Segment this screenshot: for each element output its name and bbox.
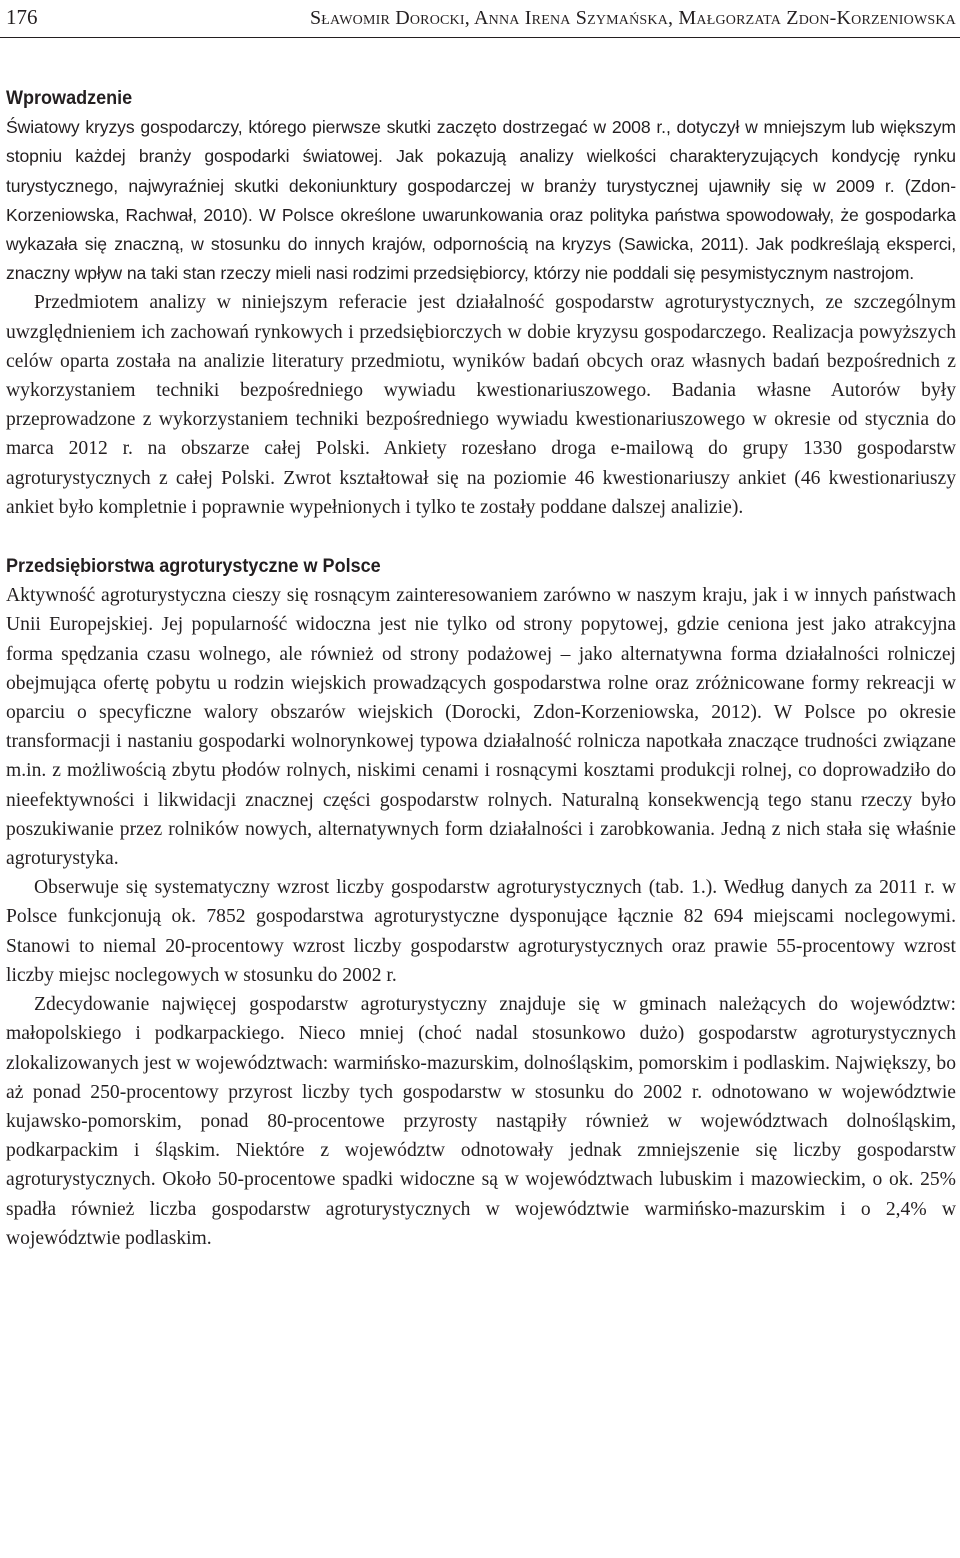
- section-heading: Wprowadzenie: [6, 87, 133, 109]
- section-heading: Przedsiębiorstwa agroturystyczne w Polsce: [6, 555, 381, 578]
- header-rule: [0, 37, 960, 38]
- paragraph: Obserwuje się systematyczny wzrost liczby gospodarstw agroturystycznych (tab. 1.). Według danych za 2011 r. w Polsce funkcjonują ok. 7852 gospodarstwa agroturystyczne dysponujące łącznie 82 694 miejscami noclegowymi. Stanowi to niemal 20-procentowy wzrost liczby gospodarstw agroturystycznych oraz prawie 55-procentowy wzrost liczby miejsc noclegowych w stosunku do 2002 r.: [6, 877, 956, 986]
- paragraph: Światowy kryzys gospodarczy, którego pierwsze skutki zaczęto dostrzegać w 2008 r., dotyczył w mniejszym lub większym stopniu każdej branży gospodarki światowej. Jak pokazują analizy wielkości charakteryzujących kondycję rynku turystycznego, najwyraźniej skutki dekoniunktury gospodarczej w branży turystycznej ujawniły się w 2009 r. (Zdon-Korzeniowska, Rachwał, 2010). W Polsce określone uwarunkowania oraz polityka państwa spowodowały, że gospodarka wykazała się znaczną, w stosunku do innych krajów, odpornością na kryzys (Sawicka, 2011). Jak podkreślają eksperci, znaczny wpływ na taki stan rzeczy mieli nasi rodzimi przedsiębiorcy, którzy nie poddali się pesymistycznym nastrojom.: [6, 117, 956, 284]
- running-header-authors: Sławomir Dorocki, Anna Irena Szymańska, Małgorzata Zdon-Korzeniowska: [309, 7, 956, 29]
- paragraph: Zdecydowanie najwięcej gospodarstw agroturystyczny znajduje się w gminach należących do województw: małopolskiego i podkarpackiego. Nieco mniej (choć nadal stosunkowo dużo) gospodarstw agroturystycznych zlokalizowanych jest w województwach: warmińsko-mazurskim, dolnośląskim, pomorskim i podlaskim. Największy, bo aż ponad 250-procentowy przyrost liczby tych gospodarstw w stosunku do 2002 r. odnotowano w województwie kujawsko-pomorskim, ponad 80-procentowe przyrosty nastąpiły również w województwach dolnośląskim, podkarpackim i śląskim. Niektóre z województw odnotowały jednak zmniejszenie się liczby gospodarstw agroturystycznych. Około 50-procentowe spadki widoczne są w województwach lubuskim i mazowieckim, o ok. 25% spadła również liczba gospodarstw agroturystycznych w województwie warmińsko-mazurskim i o 2,4% w województwie podlaskim.: [6, 994, 956, 1249]
- section-spacer: [6, 522, 956, 552]
- page-number: 176: [6, 5, 38, 29]
- section-agritourism-enterprises: [6, 552, 956, 1253]
- section-introduction: [6, 84, 956, 522]
- page-content: [6, 84, 956, 1253]
- running-header: [6, 4, 956, 30]
- paragraph: Przedmiotem analizy w niniejszym referacie jest działalność gospodarstw agroturystycznych, ze szczególnym uwzględnieniem ich zachowań rynkowych i przedsiębiorczych w dobie kryzysu gospodarczego. Realizacja powyższych celów oparta została na analizie literatury przedmiotu, wyników badań obcych oraz własnych badań bezpośrednich z wykorzystaniem techniki bezpośredniego wywiadu kwestionariuszowego. Badania własne Autorów były przeprowadzone z wykorzystaniem techniki bezpośredniego wywiadu kwestionariuszowego w okresie od stycznia do marca 2012 r. na obszarze całej Polski. Ankiety rozesłano droga e-mailową do grupy 1330 gospodarstw agroturystycznych z całej Polski. Zwrot kształtował się na poziomie 46 kwestionariuszy ankiet (46 kwestionariuszy ankiet było kompletnie i poprawnie wypełnionych i tylko te zostały poddane dalszej analizie).: [6, 292, 956, 518]
- paragraph: Aktywność agroturystyczna cieszy się rosnącym zainteresowaniem zarówno w naszym kraju, jak i w innych państwach Unii Europejskiej. Jej popularność widoczna jest nie tylko od strony popytowej, gdzie ceniona jest jako atrakcyjna forma spędzania czasu wolnego, ale również od strony podażowej – jako alternatywna forma działalności rolniczej obejmująca ofertę pobytu u rodzin wiejskich prowadzących gospodarstwa rolne oraz zróżnicowane formy rekreacji w oparciu o specyficzne walory obszarów wiejskich (Dorocki, Zdon-Korzeniowska, 2012). W Polsce po okresie transformacji i nastaniu gospodarki wolnorynkowej typowa działalność rolnicza napotkała znaczące trudności związane m.in. z możliwością zbytu płodów rolnych, niskimi cenami i rosnącymi kosztami produkcji rolnej, co doprowadziło do nieefektywności i likwidacji znacznej części gospodarstw rolnych. Naturalną konsekwencją tego stanu rzeczy było poszukiwanie przez rolników nowych, alternatywnych form działalności i zarobkowania. Jedną z nich stała się właśnie agroturystyka.: [6, 585, 956, 870]
